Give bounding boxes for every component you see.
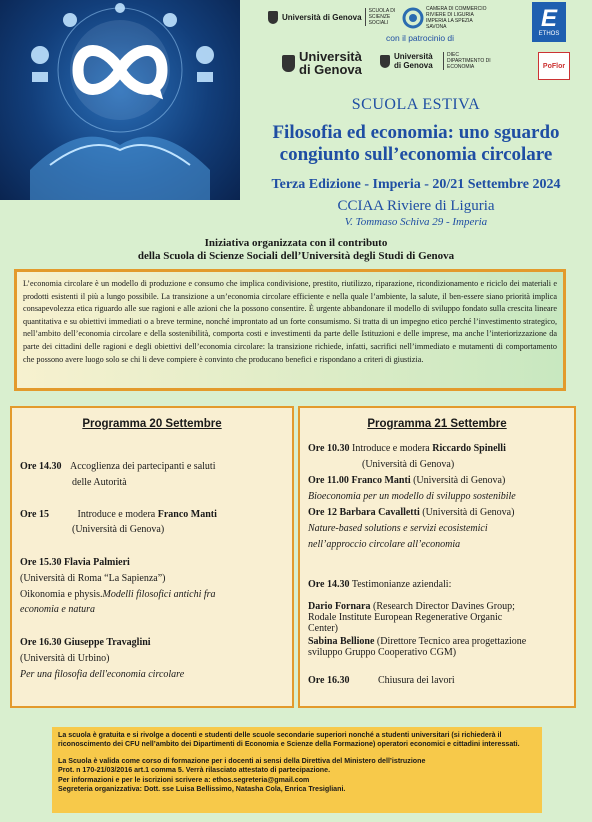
program-day1-panel xyxy=(10,406,294,708)
unige-diec-shield-icon xyxy=(380,55,390,68)
day2-item xyxy=(308,474,505,488)
item-affiliation-line2: Rodale Institute European Regenerative Organic xyxy=(308,612,503,623)
item-affiliation-line1: (Direttore Tecnico area progettazione xyxy=(376,636,527,647)
footer-p5: Segreteria organizzativa: Dott. sse Luisa Bellissimo, Natasha Cola, Enrica Tresigliani. xyxy=(58,785,346,794)
footer-info-box xyxy=(52,727,542,813)
scuola-estiva-label: SCUOLA ESTIVA xyxy=(351,96,481,113)
item-affiliation: (Università di Roma “La Sapienza”) xyxy=(20,573,166,584)
item-affiliation-line2: sviluppo Gruppo Cooperativo CGM) xyxy=(308,647,457,658)
talk-part-a: Oikonomia e physis. xyxy=(20,589,103,600)
talk-part-c: economia e natura xyxy=(20,604,95,615)
day2-item xyxy=(308,506,514,520)
item-speaker: Sabina Bellione xyxy=(308,636,375,647)
item-time: Ore 11.00 xyxy=(308,475,349,486)
item-time: Ore 14.30 xyxy=(308,579,350,590)
footer-p4: Per informazioni e per le iscrizioni scrivere a: ethos.segreteria@gmail.com xyxy=(58,775,310,784)
item-affiliation: (Università di Genova) xyxy=(422,507,515,518)
item-time: Ore 14.30 xyxy=(20,461,62,472)
camera-commercio-text: CAMERA DI COMMERCIO RIVIERE DI LIGURIA IMPERIA LA SPEZIA SAVONA xyxy=(426,6,487,30)
day2-item xyxy=(308,674,455,688)
item-pre: Introduce e modera xyxy=(351,443,433,454)
main-title xyxy=(240,122,592,166)
item-talk-line1: Nature-based solutions e servizi ecosistemici xyxy=(308,523,488,534)
item-speaker: Giuseppe Travaglini xyxy=(63,637,151,648)
item-affiliation-line3: Center) xyxy=(308,623,338,634)
initiative-note xyxy=(0,237,592,263)
unige-diec-sub: DIEC DIPARTIMENTO DI ECONOMIA xyxy=(447,52,491,70)
day1-item xyxy=(20,460,215,474)
main-title-line1: Filosofia ed economia: uno sguardo xyxy=(272,122,560,143)
item-affiliation: (Università di Urbino) xyxy=(20,653,110,664)
footer-p2: La Scuola è valida come corso di formazione per i docenti ai sensi della Direttiva del Ministero dell’istruzione xyxy=(58,756,426,765)
unige-diec-logo xyxy=(380,52,497,70)
item-talk xyxy=(20,588,216,602)
item-affiliation: (Università di Genova) xyxy=(72,524,165,535)
initiative-line2: della Scuola di Scienze Sociali dell’Università degli Studi di Genova xyxy=(137,250,455,262)
day1-item xyxy=(20,508,217,522)
poflor-logo xyxy=(538,52,570,80)
item-time: Ore 10.30 xyxy=(308,443,350,454)
item-text: Testimonianze aziendali: xyxy=(351,579,452,590)
ethos-logo xyxy=(532,2,566,42)
unige-big-name: Università di Genova xyxy=(299,49,362,77)
venue-address: V. Tommaso Schiva 29 - Imperia xyxy=(344,216,488,228)
poflor-text: PoFlor xyxy=(542,62,566,70)
unige-sub: SCUOLA DI SCIENZE SOCIALI xyxy=(368,8,396,26)
item-time: Ore 15.30 xyxy=(20,557,62,568)
item-affiliation-line1: (Research Director Davines Group; xyxy=(373,601,515,612)
item-speaker: Franco Manti xyxy=(351,475,411,486)
day2-item xyxy=(308,442,506,456)
ethos-label: ETHOS xyxy=(538,30,560,37)
camera-commercio-logo xyxy=(402,6,492,30)
main-title-line2: congiunto sull’economia circolare xyxy=(279,144,553,165)
initiative-line1: Iniziativa organizzata con il contributo xyxy=(204,237,388,249)
item-time: Ore 16.30 xyxy=(308,675,350,686)
item-speaker: Franco Manti xyxy=(157,509,217,520)
item-talk: Bioeconomia per un modello di sviluppo sostenibile xyxy=(308,491,516,502)
ethos-letter: E xyxy=(540,4,557,32)
program-day1-title: Programma 20 Settembre xyxy=(82,418,222,430)
day1-item xyxy=(20,556,130,570)
day2-item xyxy=(308,601,515,612)
program-day2-title: Programma 21 Settembre xyxy=(367,418,507,430)
unige-crest-icon xyxy=(282,55,295,72)
patrocinio-text: con il patrocinio di xyxy=(386,33,455,43)
program-day2-panel xyxy=(298,406,576,708)
item-speaker: Dario Fornara xyxy=(308,601,371,612)
intro-paragraph: L’economia circolare è un modello di produzione e consumo che implica condivisione, prestito, riutilizzo, riparazione, ricondizionamento e riciclo dei materiali e prodotti esistenti il più a lungo possibile. La transizione a un’economia circolare efficiente e nella quale l’ambiente, la salute, il ben-essere siano priorità implica consapevolezza etica riguardo alle sue ragioni e alle azioni che la possono consentire. È urgente abbandonare il modello di sviluppo fondato sulla crescita lineare quantitativa e su obiettivi immediati o a breve termine, nonché improntato ad un forte consumismo. Si tratta di un impegno etico perché l’investimento strategico, nell’ambito dell’economia circolare e della sostenibilità, comporta costi e investimenti da parte delle Istituzioni e delle imprese, ma anche l’interiorizzazione da parte dei cittadini delle ragioni e degli obiettivi dell’economia circolare: la transizione richiede, infatti, sacrifici nell’immediato e mutamenti di comportamento che possono avere luogo solo se chi li deve compiere è convinto che producano benefici e rispondano a criteri di giustizia. xyxy=(14,269,566,391)
footer-p1: La scuola è gratuita e si rivolge a docenti e studenti delle scuole secondarie superiori nonché a studenti universitari (si richiederà il riconoscimento dei CFU nell’ambito dei Dipartimenti di Economia e Scienze della Formazione) operatori economici e cittadini interessati. xyxy=(58,731,520,749)
camera-commercio-icon xyxy=(402,7,424,29)
day2-item xyxy=(308,578,451,592)
talk-part-b: Modelli filosofici antichi fra xyxy=(102,589,216,600)
unige-patrocinio-logo xyxy=(282,50,364,76)
item-speaker: Barbara Cavalletti xyxy=(339,507,420,518)
item-time: Ore 16.30 xyxy=(20,637,62,648)
item-text: Accoglienza dei partecipanti e saluti xyxy=(69,461,216,472)
item-affiliation: (Università di Genova) xyxy=(413,475,506,486)
unige-name: Università di Genova xyxy=(282,12,362,22)
day1-item xyxy=(20,636,151,650)
footer-p3: Prot. n 170-21/03/2016 art.1 comma 5. Verrà rilasciato attestato di partecipazione. xyxy=(58,766,331,775)
circular-economy-hero-image xyxy=(0,0,240,200)
item-talk-line2: nell’approccio circolare all’economia xyxy=(308,539,461,550)
venue-name: CCIAA Riviere di Liguria xyxy=(337,198,495,214)
item-talk: Per una filosofia dell'economia circolare xyxy=(20,669,185,680)
item-text: Chiusura dei lavori xyxy=(377,675,455,686)
item-speaker: Flavia Palmieri xyxy=(63,557,130,568)
item-speaker: Riccardo Spinelli xyxy=(432,443,506,454)
edition-line: Terza Edizione - Imperia - 20/21 Settembre 2024 xyxy=(271,177,561,192)
item-pre: Introduce e modera xyxy=(77,509,158,520)
item-affiliation: (Università di Genova) xyxy=(362,459,455,470)
item-text-cont: delle Autorità xyxy=(72,477,127,488)
unige-shield-icon xyxy=(268,11,278,24)
item-time: Ore 12 xyxy=(308,507,337,518)
unige-diec-name: Università di Genova xyxy=(394,52,433,70)
unige-scienze-sociali-logo xyxy=(268,8,411,26)
item-time: Ore 15 xyxy=(20,509,49,520)
day2-item xyxy=(308,636,526,647)
